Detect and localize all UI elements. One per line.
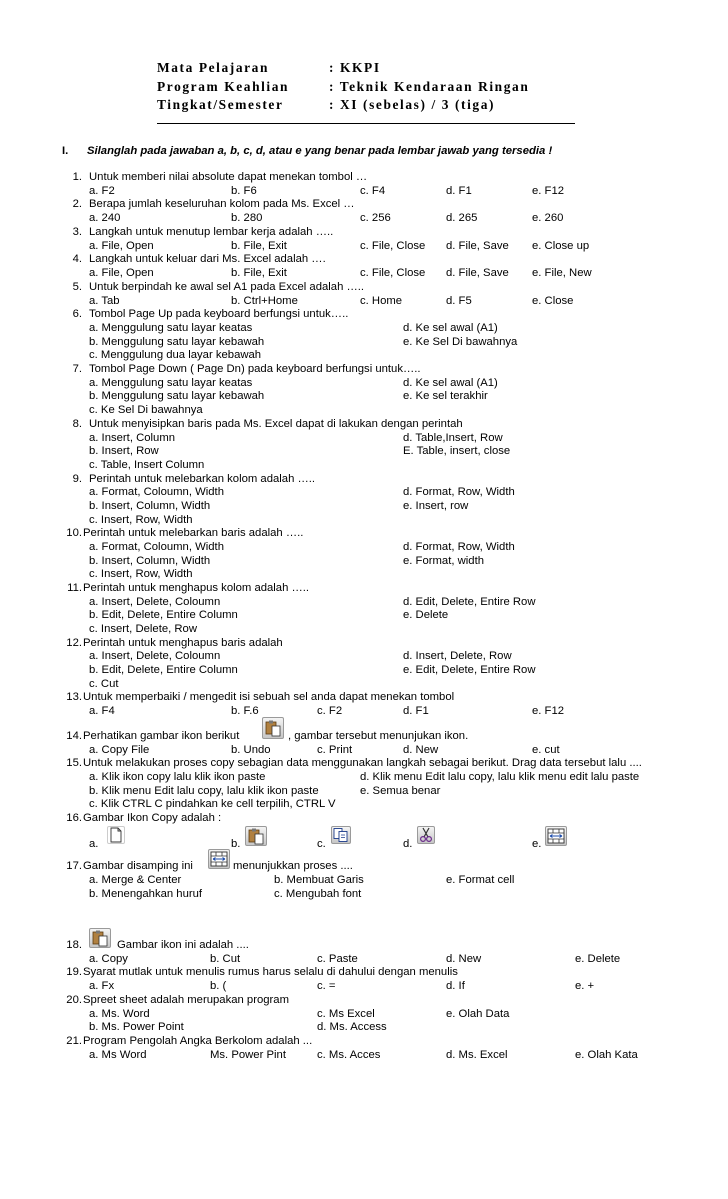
option-b: b. Insert, Row [89, 445, 159, 457]
question-text: Perintah untuk menghapus baris adalah [83, 637, 283, 649]
option-e: e. Ke Sel Di bawahnya [403, 336, 518, 348]
option-a: a. Menggulung satu layar keatas [89, 322, 253, 334]
option-d: d. Ms. Excel [446, 1049, 508, 1061]
option-b: b. [231, 838, 241, 850]
option-b: b. File, Exit [231, 240, 287, 252]
option-a: a. Ms Word [89, 1049, 147, 1061]
option-e: e. F12 [532, 705, 565, 717]
option-c: c. Insert, Delete, Row [89, 623, 197, 635]
question-text: Tombol Page Up pada keyboard berfungsi untuk….. [89, 308, 349, 320]
document-header [157, 60, 577, 116]
question-number: 14. [66, 730, 82, 742]
option-e: e. Edit, Delete, Entire Row [403, 664, 536, 676]
option-d: d. Ke sel awal (A1) [403, 377, 498, 389]
option-e: e. Delete [575, 953, 621, 965]
question-number: 20. [66, 994, 82, 1006]
option-e: e. Format cell [446, 874, 515, 886]
option-d: d. File, Save [446, 240, 509, 252]
option-c: c. F2 [317, 705, 343, 717]
option-e: e. Close up [532, 240, 590, 252]
option-c: c. Table, Insert Column [89, 459, 205, 471]
copy-icon [331, 826, 351, 844]
option-e: e. Olah Kata [575, 1049, 638, 1061]
option-b: b. Insert, Column, Width [89, 500, 211, 512]
question-text: Perhatikan gambar ikon berikut [83, 730, 240, 742]
option-e: e. Delete [403, 609, 449, 621]
option-d: d. F1 [403, 705, 429, 717]
option-c: c. Ms Excel [317, 1008, 375, 1020]
question-text: Gambar disamping ini [83, 860, 193, 872]
question-text: Gambar Ikon Copy adalah : [83, 812, 222, 824]
paste-icon [245, 826, 267, 846]
question-number: 13. [66, 691, 82, 703]
question-text-continued: menunjukkan proses .... [233, 860, 353, 872]
question-number: 5. [72, 281, 82, 293]
option-e: E. Table, insert, close [403, 445, 511, 457]
option-b: b. Ms. Power Point [89, 1021, 184, 1033]
question-number: 11. [67, 582, 82, 594]
option-a: a. Insert, Delete, Coloumn [89, 650, 221, 662]
option-a: a. Klik ikon copy lalu klik ikon paste [89, 771, 266, 783]
option-e: e. Olah Data [446, 1008, 510, 1020]
option-a: a. Menggulung satu layar keatas [89, 377, 253, 389]
option-c: c. Print [317, 744, 353, 756]
question-text: Untuk melakukan proses copy sebagian data menggunakan langkah sebagai berikut. Drag data tersebut lalu .... [83, 757, 642, 769]
question-text: Untuk memberi nilai absolute dapat menekan tombol … [89, 171, 368, 183]
question-number: 1. [72, 171, 82, 183]
question-text: Untuk memperbaiki / mengedit isi sebuah sel anda dapat menekan tombol [83, 691, 455, 703]
question-text: Berapa jumlah keseluruhan kolom pada Ms. Excel … [89, 198, 355, 210]
option-d: d. Klik menu Edit lalu copy, lalu klik menu edit lalu paste [360, 771, 640, 783]
option-c: c. Klik CTRL C pindahkan ke cell terpilih, CTRL V [89, 798, 336, 810]
option-b: b. File, Exit [231, 267, 287, 279]
option-e: e. Ke sel terakhir [403, 390, 488, 402]
question-number: 18. [66, 939, 82, 951]
header-label: Program Keahlian [157, 78, 290, 94]
question-number: 8. [72, 418, 82, 430]
question-text: Gambar ikon ini adalah .... [117, 939, 249, 951]
header-row-subject [157, 60, 577, 79]
option-d: d. New [446, 953, 482, 965]
merge-center-icon [545, 826, 567, 846]
question-number: 21. [66, 1035, 82, 1047]
option-a: a. [89, 838, 99, 850]
option-c: c. Insert, Row, Width [89, 568, 193, 580]
option-d: d. Ms. Access [317, 1021, 387, 1033]
option-d: d. Table,Insert, Row [403, 432, 503, 444]
option-b: b. Menengahkan huruf [89, 888, 203, 900]
question-number: 19. [66, 966, 82, 978]
option-c: c. Insert, Row, Width [89, 514, 193, 526]
cut-icon [417, 826, 435, 844]
option-a: a. Merge & Center [89, 874, 182, 886]
option-c: c. Cut [89, 678, 119, 690]
option-c: c. Home [360, 295, 403, 307]
header-row-level [157, 97, 577, 116]
question-text-continued: , gambar tersebut menunjukan ikon. [288, 730, 469, 742]
question-text: Perintah untuk menghapus kolom adalah ….. [83, 582, 310, 594]
option-d: d. Ke sel awal (A1) [403, 322, 498, 334]
header-row-program [157, 79, 577, 98]
option-d: d. F5 [446, 295, 472, 307]
option-d: d. F1 [446, 185, 472, 197]
merge-center-icon [208, 849, 230, 869]
option-c: c. Ms. Acces [317, 1049, 381, 1061]
section-number: I. [62, 145, 69, 157]
option-a: a. File, Open [89, 240, 154, 252]
header-value: : XI (sebelas) / 3 (tiga) [329, 97, 496, 112]
option-b: b. F6 [231, 185, 257, 197]
question-text: Langkah untuk keluar dari Ms. Excel adalah …. [89, 253, 326, 265]
option-b: b. Edit, Delete, Entire Column [89, 664, 238, 676]
option-c: c. Menggulung dua layar kebawah [89, 349, 262, 361]
option-c: c. Ke Sel Di bawahnya [89, 404, 203, 416]
question-number: 3. [72, 226, 82, 238]
option-e: e. F12 [532, 185, 565, 197]
header-value: : KKPI [329, 60, 381, 75]
option-d: d. Format, Row, Width [403, 486, 515, 498]
option-b: b. Ctrl+Home [231, 295, 298, 307]
option-e: e. cut [532, 744, 560, 756]
option-d: d. If [446, 980, 465, 992]
question-number: 15. [66, 757, 82, 769]
instruction-text: Silanglah pada jawaban a, b, c, d, atau e yang benar pada lembar jawab yang tersedia ! [87, 145, 553, 157]
question-text: Program Pengolah Angka Berkolom adalah ... [83, 1035, 313, 1047]
option-e: e. + [575, 980, 595, 992]
option-c: c. File, Close [360, 267, 426, 279]
question-number: 12. [66, 637, 82, 649]
option-d: d. 265 [446, 212, 478, 224]
option-b: b. Edit, Delete, Entire Column [89, 609, 238, 621]
option-d: d. Format, Row, Width [403, 541, 515, 553]
question-text: Langkah untuk menutup lembar kerja adalah ….. [89, 226, 334, 238]
new-document-icon [107, 826, 125, 844]
option-c: c. Paste [317, 953, 358, 965]
option-c: c. = [317, 980, 336, 992]
option-a: a. Insert, Column [89, 432, 176, 444]
option-a: a. Format, Coloumn, Width [89, 541, 224, 553]
option-e: e. Insert, row [403, 500, 469, 512]
option-e: e. File, New [532, 267, 592, 279]
option-b: b. ( [210, 980, 227, 992]
option-d: d. New [403, 744, 439, 756]
option-a: a. Insert, Delete, Coloumn [89, 596, 221, 608]
paste-icon [262, 717, 284, 739]
question-number: 7. [72, 363, 82, 375]
question-text: Untuk menyisipkan baris pada Ms. Excel dapat di lakukan dengan perintah [89, 418, 463, 430]
option-d: d. Insert, Delete, Row [403, 650, 512, 662]
option-e: e. [532, 838, 542, 850]
option-e: e. Semua benar [360, 785, 441, 797]
question-number: 16. [66, 812, 82, 824]
option-a: a. Format, Coloumn, Width [89, 486, 224, 498]
question-text: Perintah untuk melebarkan baris adalah ….. [83, 527, 304, 539]
option-a: a. File, Open [89, 267, 154, 279]
option-e: e. Format, width [403, 555, 484, 567]
question-text: Syarat mutlak untuk menulis rumus harus selalu di dahului dengan menulis [83, 966, 458, 978]
header-value: : Teknik Kendaraan Ringan [329, 78, 530, 94]
option-e: e. Close [532, 295, 574, 307]
option-b: b. Menggulung satu layar kebawah [89, 336, 265, 348]
option-b: b. Undo [231, 744, 271, 756]
option-b: b. 280 [231, 212, 263, 224]
question-text: Tombol Page Down ( Page Dn) pada keyboard berfungsi untuk….. [89, 363, 421, 375]
option-b: b. Menggulung satu layar kebawah [89, 390, 265, 402]
question-number: 4. [72, 253, 82, 265]
header-label: Tingkat/Semester [157, 97, 284, 112]
question-number: 6. [72, 308, 82, 320]
question-number: 10. [66, 527, 82, 539]
option-a: a. Copy [89, 953, 128, 965]
option-b: b. Klik menu Edit lalu copy, lalu klik ikon paste [89, 785, 319, 797]
option-a: a. F2 [89, 185, 115, 197]
question-number: 17. [66, 860, 82, 872]
option-b: Ms. Power Pint [210, 1049, 286, 1061]
question-number: 2. [72, 198, 82, 210]
option-c: c. 256 [360, 212, 391, 224]
paste-icon [89, 928, 111, 948]
option-a: a. F4 [89, 705, 115, 717]
option-a: a. 240 [89, 212, 121, 224]
option-a: a. Tab [89, 295, 120, 307]
option-c: c. F4 [360, 185, 386, 197]
option-c: b. Membuat Garis [274, 874, 364, 886]
option-d: d. [403, 838, 413, 850]
option-c: c. File, Close [360, 240, 426, 252]
option-a: a. Fx [89, 980, 115, 992]
option-b: b. Insert, Column, Width [89, 555, 211, 567]
option-a: a. Ms. Word [89, 1008, 150, 1020]
option-b: b. F.6 [231, 705, 259, 717]
option-d: d. File, Save [446, 267, 509, 279]
option-d: c. Mengubah font [274, 888, 362, 900]
header-label: Mata Pelajaran [157, 60, 270, 75]
question-number: 9. [72, 473, 82, 485]
option-e: e. 260 [532, 212, 564, 224]
question-text: Untuk berpindah ke awal sel A1 pada Excel adalah ….. [89, 281, 365, 293]
header-divider [157, 123, 575, 124]
option-a: a. Copy File [89, 744, 150, 756]
option-d: d. Edit, Delete, Entire Row [403, 596, 536, 608]
option-b: b. Cut [210, 953, 241, 965]
question-text: Spreet sheet adalah merupakan program [83, 994, 289, 1006]
option-c: c. [317, 838, 326, 850]
question-text: Perintah untuk melebarkan kolom adalah ….. [89, 473, 316, 485]
